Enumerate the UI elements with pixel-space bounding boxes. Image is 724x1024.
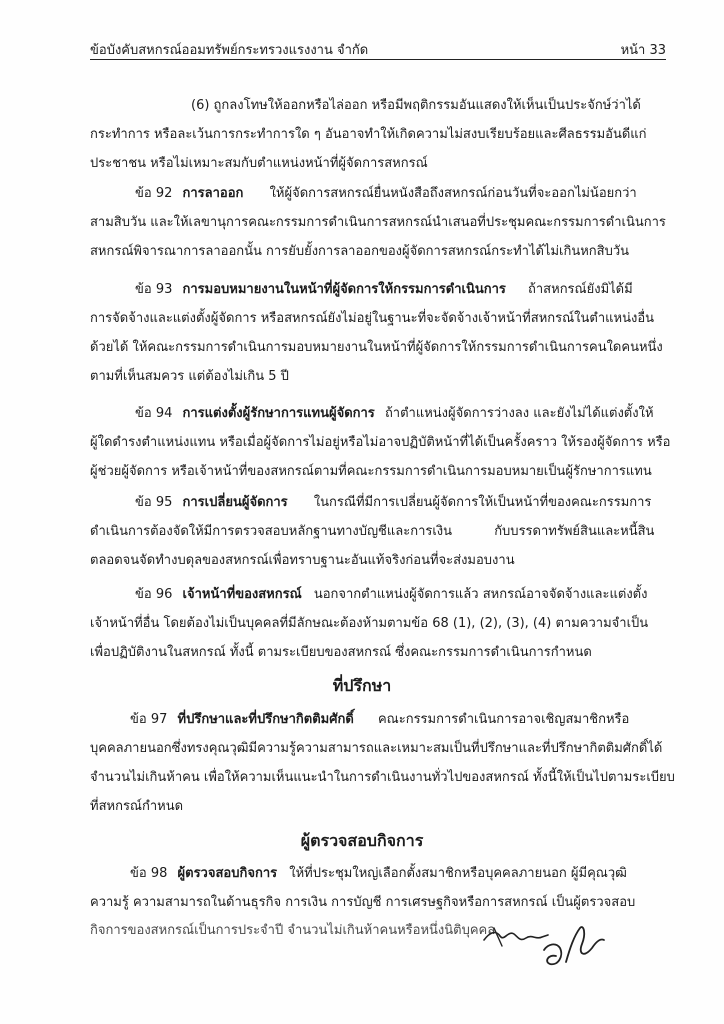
section-97-line3: จำนวนไม่เกินห้าคน เพื่อให้ความเห็นแนะนำในการดำเนินงานทั่วไปของสหกรณ์ ทั้งนี้ให้เป็นไปตามระเบียบ (90, 770, 675, 785)
section-97-title: ที่ปรึกษาและที่ปรึกษากิตติมศักดิ์ (177, 712, 354, 727)
heading-advisor: ที่ปรึกษา (332, 676, 392, 695)
heading-auditor: ผู้ตรวจสอบกิจการ (300, 831, 424, 850)
section-96-line3: เพื่อปฏิบัติงานในสหกรณ์ ทั้งนี้ ตามระเบียบของสหกรณ์ ซึ่งคณะกรรมการดำเนินการกำหนด (90, 645, 592, 660)
section-98-line1: ให้ที่ประชุมใหญ่เลือกตั้งสมาชิกหรือบุคคลภายนอก ผู้มีคุณวุฒิ (289, 866, 627, 881)
section-93-title: การมอบหมายงานในหน้าที่ผู้จัดการให้กรรมการดำเนินการ (182, 282, 506, 297)
section-98-number: ข้อ 98 (130, 866, 168, 881)
section-96-title: เจ้าหน้าที่ของสหกรณ์ (182, 587, 302, 602)
section-95-line2a: ดำเนินการต้องจัดให้มีการตรวจสอบหลักฐานทางบัญชีและการเงิน (90, 524, 453, 539)
section-93-heading-line (135, 281, 633, 299)
section-98-heading-line (130, 865, 627, 883)
page-number: หน้า 33 (620, 43, 666, 58)
section-94-number: ข้อ 94 (135, 406, 173, 421)
section-97-line1: คณะกรรมการดำเนินการอาจเชิญสมาชิกหรือ (377, 712, 630, 727)
item6-line2: กระทำการ หรือละเว้นการกระทำการใด ๆ อันอาจทำให้เกิดความไม่สงบเรียบร้อยและศีลธรรมอันดีแก่ (90, 127, 647, 142)
section-95-line2 (90, 523, 654, 541)
page-header (90, 37, 666, 60)
section-96-heading-line (135, 586, 647, 604)
section-92-line1: ให้ผู้จัดการสหกรณ์ยื่นหนังสือถึงสหกรณ์ก่อนวันที่จะออกไม่น้อยกว่า (269, 186, 637, 201)
item6-line1: (6) ถูกลงโทษให้ออกหรือไล่ออก หรือมีพฤติกรรมอันแสดงให้เห็นเป็นประจักษ์ว่าได้ (191, 98, 641, 113)
section-98-line2: ความรู้ ความสามารถในด้านธุรกิจ การเงิน การบัญชี การเศรษฐกิจหรือการสหกรณ์ เป็นผู้ตรวจสอบ (90, 895, 636, 910)
section-97-number: ข้อ 97 (130, 712, 168, 727)
section-92-line2: สามสิบวัน และให้เลขานุการคณะกรรมการดำเนินการสหกรณ์นำเสนอที่ประชุมคณะกรรมการดำเนินการ (90, 215, 666, 230)
section-92-number: ข้อ 92 (135, 186, 173, 201)
section-96-line2: เจ้าหน้าที่อื่น โดยต้องไม่เป็นบุคคลที่มีลักษณะต้องห้ามตามข้อ 68 (1), (2), (3), (4) ตามความจำเป็น (90, 616, 649, 631)
section-92-line3: สหกรณ์พิจารณาการลาออกนั้น การยับยั้งการลาออกของผู้จัดการสหกรณ์กระทำได้ไม่เกินหกสิบวัน (90, 244, 630, 259)
section-92-title: การลาออก (182, 186, 244, 201)
section-97-line4: ที่สหกรณ์กำหนด (90, 799, 184, 814)
section-93-number: ข้อ 93 (135, 282, 173, 297)
section-93-line2: การจัดจ้างและแต่งตั้งผู้จัดการ หรือสหกรณ์ยังไม่อยู่ในฐานะที่จะจัดจ้างเจ้าหน้าที่สหกรณ์ในตำแหน่งอื่น (90, 311, 655, 326)
section-97-line2: บุคคลภายนอกซึ่งทรงคุณวุฒิมีความรู้ความสามารถและเหมาะสมเป็นที่ปรึกษาและที่ปรึกษากิตติมศักดิ์ได้ (90, 741, 663, 756)
section-92-heading-line (135, 185, 637, 203)
section-94-heading-line (135, 405, 654, 423)
section-93-line3: ด้วยได้ ให้คณะกรรมการดำเนินการมอบหมายงานในหน้าที่ผู้จัดการให้กรรมการดำเนินการคนใดคนหนึ่ง (90, 340, 663, 355)
section-94-title: การแต่งตั้งผู้รักษาการแทนผู้จัดการ (182, 406, 375, 421)
section-98-line3: กิจการของสหกรณ์เป็นการประจำปี จำนวนไม่เกินห้าคนหรือหนึ่งนิติบุคคล (90, 923, 496, 938)
section-93-line4: ตามที่เห็นสมควร แต่ต้องไม่เกิน 5 ปี (90, 369, 289, 384)
section-95-line3: ตลอดจนจัดทำงบดุลของสหกรณ์เพื่อทราบฐานะอันแท้จริงก่อนที่จะส่งมอบงาน (90, 553, 515, 568)
section-97-heading-line (130, 711, 629, 729)
section-98-title: ผู้ตรวจสอบกิจการ (177, 866, 278, 881)
item6-line3: ประชาชน หรือไม่เหมาะสมกับตำแหน่งหน้าที่ผู้จัดการสหกรณ์ (90, 156, 428, 171)
section-95-line1: ในกรณีที่มีการเปลี่ยนผู้จัดการให้เป็นหน้าที่ของคณะกรรมการ (313, 495, 652, 510)
header-title: ข้อบังคับสหกรณ์ออมทรัพย์กระทรวงแรงงาน จำกัด (90, 43, 369, 58)
section-95-title: การเปลี่ยนผู้จัดการ (182, 495, 288, 510)
section-93-line1: ถ้าสหกรณ์ยังมิได้มี (528, 282, 633, 297)
section-94-line3: ผู้ช่วยผู้จัดการ หรือเจ้าหน้าที่ของสหกรณ์ตามที่คณะกรรมการดำเนินการมอบหมายเป็นผู้รักษาการแทน (90, 464, 652, 479)
section-95-heading-line (135, 494, 651, 512)
section-95-line2b: กับบรรดาทรัพย์สินและหนี้สิน (494, 524, 655, 539)
section-94-line2: ผู้ใดดำรงตำแหน่งแทน หรือเมื่อผู้จัดการไม่อยู่หรือไม่อาจปฏิบัติหน้าที่ได้เป็นครั้งคราว ให้รองผู้จัดการ หรือ (90, 435, 671, 450)
section-96-number: ข้อ 96 (135, 587, 173, 602)
section-94-line1: ถ้าตำแหน่งผู้จัดการว่างลง และยังไม่ได้แต่งตั้งให้ (384, 406, 654, 421)
section-96-line1: นอกจากตำแหน่งผู้จัดการแล้ว สหกรณ์อาจจัดจ้างและแต่งตั้ง (313, 587, 648, 602)
signature-mark-2 (538, 918, 608, 980)
section-95-number: ข้อ 95 (135, 495, 173, 510)
